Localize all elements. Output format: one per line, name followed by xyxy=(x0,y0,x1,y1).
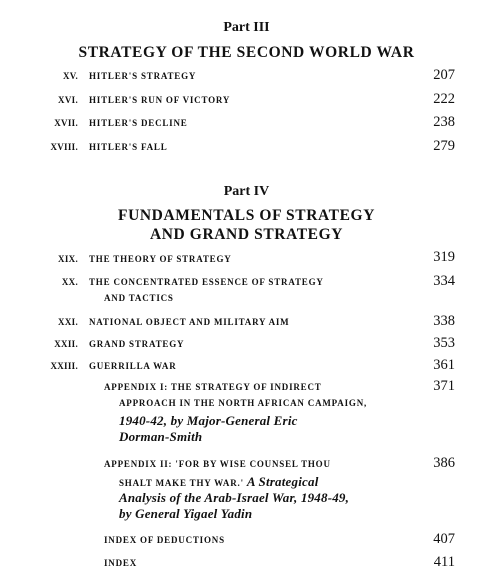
page-number: 207 xyxy=(433,67,455,83)
chapter-title: THE CONCENTRATED ESSENCE OF STRATEGY xyxy=(89,277,324,287)
chapter-title: HITLER'S RUN OF VICTORY xyxy=(89,95,231,105)
chapter-title: GUERRILLA WAR xyxy=(89,361,177,371)
part-iii-label: Part III xyxy=(223,20,270,35)
chapter-title: THE THEORY OF STRATEGY xyxy=(89,254,232,264)
chapter-number: XV. xyxy=(63,71,78,81)
chapter-number: XIX. xyxy=(58,254,78,264)
part-iii-title: STRATEGY OF THE SECOND WORLD WAR xyxy=(78,44,415,61)
page-number: 238 xyxy=(433,114,455,130)
part-iv-title-line1: FUNDAMENTALS OF STRATEGY xyxy=(118,207,375,224)
chapter-number: XXI. xyxy=(58,317,78,327)
appendix-i-line1: APPENDIX I: THE STRATEGY OF INDIRECT xyxy=(104,382,322,392)
page-number: 338 xyxy=(433,313,455,329)
chapter-number: XVI. xyxy=(58,95,78,105)
page-number: 361 xyxy=(433,357,455,373)
appendix-ii-line3: Analysis of the Arab-Israel War, 1948-49, xyxy=(119,490,350,505)
appendix-i-line4: Dorman-Smith xyxy=(119,429,203,444)
chapter-title: GRAND STRATEGY xyxy=(89,339,185,349)
part-iv-title-line2: AND GRAND STRATEGY xyxy=(149,226,344,243)
page-number: 371 xyxy=(433,378,455,394)
page-number: 353 xyxy=(433,335,455,351)
appendix-ii-line2-caps: SHALT MAKE THY WAR.' A Strategical xyxy=(119,474,319,489)
appendix-i-line3: 1940-42, by Major-General Eric xyxy=(119,413,298,428)
appendix-ii-line1: APPENDIX II: 'FOR BY WISE COUNSEL THOU xyxy=(104,459,331,469)
chapter-number: XX. xyxy=(61,277,78,287)
page-number: 334 xyxy=(433,273,455,289)
page-number: 411 xyxy=(433,554,455,570)
chapter-title: HITLER'S DECLINE xyxy=(89,118,188,128)
page-number: 319 xyxy=(433,249,455,265)
page-number: 279 xyxy=(433,138,455,154)
chapter-number: XXII. xyxy=(54,339,78,349)
part-iv-label: Part IV xyxy=(223,184,270,199)
chapter-number: XVIII. xyxy=(50,142,78,152)
chapter-title-continued: AND TACTICS xyxy=(104,293,174,303)
page-number: 407 xyxy=(433,531,455,547)
chapter-title: HITLER'S FALL xyxy=(89,142,168,152)
chapter-number: XXIII. xyxy=(50,361,78,371)
index-title: INDEX xyxy=(104,558,138,568)
page-number: 222 xyxy=(433,91,455,107)
page-number: 386 xyxy=(433,455,455,471)
chapter-number: XVII. xyxy=(54,118,78,128)
index-of-deductions-title: INDEX OF DEDUCTIONS xyxy=(104,535,225,545)
appendix-ii-line4: by General Yigael Yadin xyxy=(119,506,253,521)
chapter-title: NATIONAL OBJECT AND MILITARY AIM xyxy=(89,317,290,327)
appendix-i-line2: APPROACH IN THE NORTH AFRICAN CAMPAIGN, xyxy=(119,398,368,408)
chapter-title: HITLER'S STRATEGY xyxy=(89,71,197,81)
